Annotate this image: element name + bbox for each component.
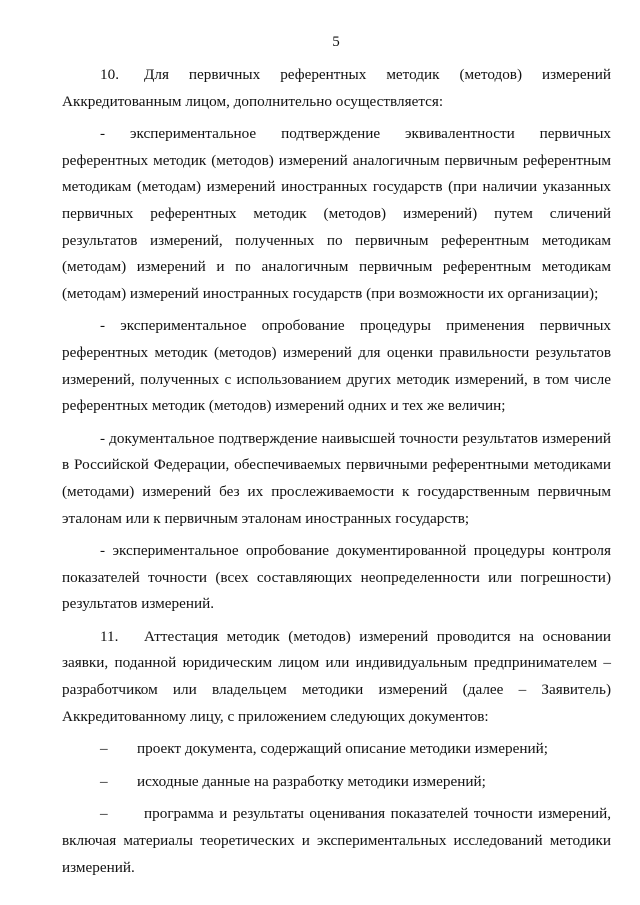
paragraph-10-number: 10.: [100, 66, 119, 83]
document-body: [62, 62, 611, 887]
bullet-3: - документальное подтверждение наивысшей точности результатов измерений в Российской Федерации, обеспечиваемых первичными референтными методиками (методами) измерений без их прослеживаемости к государственным первичным эталонам или к первичным эталонам иностранных государств;: [62, 429, 611, 527]
paragraph-11: [62, 624, 611, 730]
paragraph-11-number: 11.: [100, 627, 119, 645]
dash-marker: –: [100, 805, 108, 823]
paragraph-11-text: Аттестация методик (методов) измерений проводится на основании заявки, поданной юридическим лицом или индивидуальным предпринимателем – разработчиком или владельцем методики измерений (далее – Заявитель) Аккредитованному лицу, с приложением следующих документов:: [62, 627, 611, 725]
document-item-1-text: проект документа, содержащий описание методики измерений;: [137, 740, 548, 758]
paragraph-10: [62, 62, 611, 115]
document-item-1: [62, 736, 611, 763]
document-item-3-text: программа и результаты оценивания показателей точности измерений, включая материалы теоретических и экспериментальных исследований методики измерений.: [62, 805, 611, 876]
document-item-2: [62, 769, 611, 796]
document-item-3: [62, 801, 611, 881]
dash-marker: –: [100, 740, 108, 758]
bullet-4: - экспериментальное опробование документированной процедуры контроля показателей точности (всех составляющих неопределенности или погрешности) результатов измерений.: [62, 542, 611, 613]
document-item-2-text: исходные данные на разработку методики измерений;: [137, 772, 486, 790]
dash-marker: –: [100, 772, 108, 790]
paragraph-10-text: Для первичных референтных методик (методов) измерений Аккредитованным лицом, дополнительно осуществляется:: [62, 66, 611, 110]
page-number: 5: [332, 34, 340, 50]
bullet-2: - экспериментальное опробование процедуры применения первичных референтных методик (методов) измерений для оценки правильности результатов измерений, полученных с использованием других методик измерений, в том числе референтных методик (методов) измерений одних и тех же величин;: [62, 317, 611, 415]
bullet-1: - экспериментальное подтверждение эквивалентности первичных референтных методик (методов) измерений аналогичным первичным референтным методикам (методам) измерений иностранных государств (при наличии указанных первичных референтных методик (методов) измерений) путем сличений результатов измерений, полученных по первичным референтным методикам (методам) измерений и по аналогичным первичным референтным методикам (методам) измерений иностранных государств (при возможности их организации);: [62, 125, 611, 302]
